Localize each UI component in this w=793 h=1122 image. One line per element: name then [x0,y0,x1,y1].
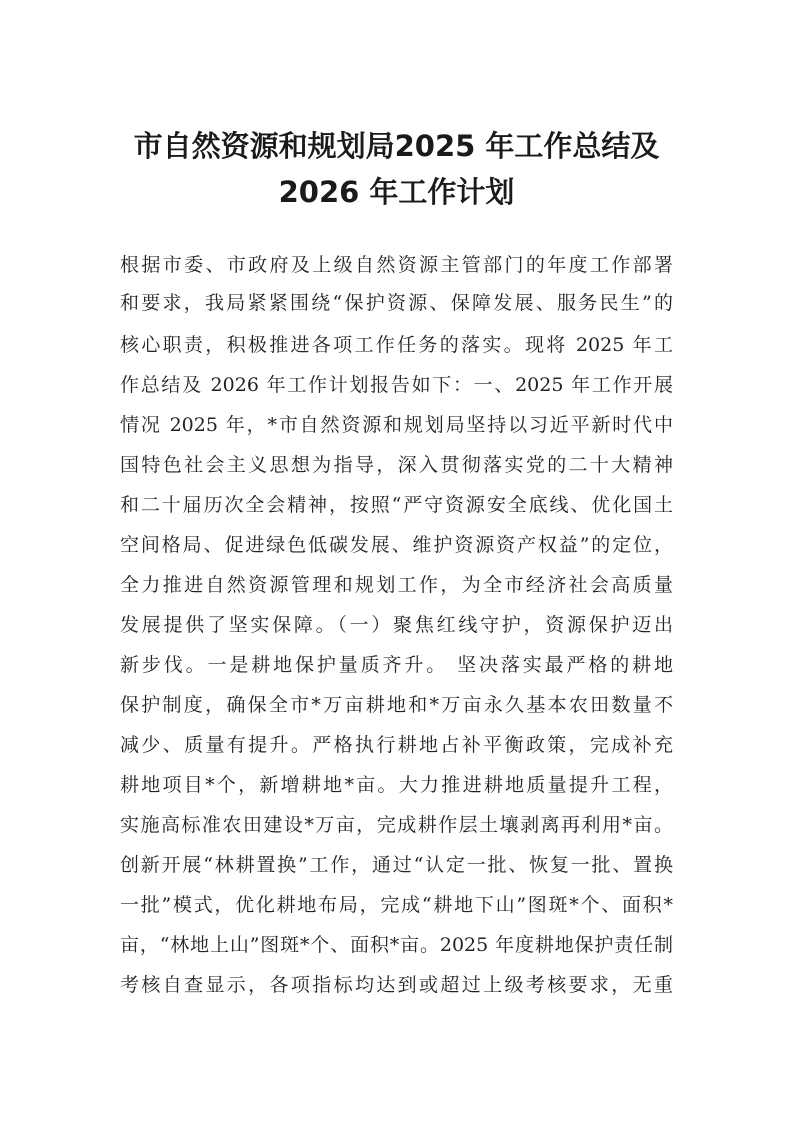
body-line-11: 新步伐。一是耕地保护量质齐升。 坚决落实最严格的耕地 [120,654,673,676]
body-line-12: 保护制度，确保全市*万亩耕地和*万亩永久基本农田数量不 [120,694,673,716]
body-line-8: 空间格局、促进绿色低碳发展、维护资源资产权益”的定位， [120,534,673,556]
body-line-10: 发展提供了坚实保障。（一）聚焦红线守护，资源保护迈出 [120,614,673,636]
body-line-13: 减少、质量有提升。严格执行耕地占补平衡政策，完成补充 [120,734,673,756]
body-line-14: 耕地项目*个，新增耕地*亩。大力推进耕地质量提升工程， [120,774,673,796]
body-line-4: 作总结及 2026 年工作计划报告如下：一、2025 年工作开展 [120,374,673,396]
body-line-7: 和二十届历次全会精神，按照“严守资源安全底线、优化国土 [120,494,673,516]
body-line-15: 实施高标准农田建设*万亩，完成耕作层土壤剥离再利用*亩。 [120,814,673,836]
body-line-5: 情况 2025 年，*市自然资源和规划局坚持以习近平新时代中 [120,414,673,436]
body-line-16: 创新开展“林耕置换”工作，通过“认定一批、恢复一批、置换 [120,854,673,876]
body-line-9: 全力推进自然资源管理和规划工作，为全市经济社会高质量 [120,574,673,596]
body-line-17: 一批”模式，优化耕地布局，完成“耕地下山”图斑*个、面积* [120,894,673,916]
document-title-line-2: 2026 年工作计划 [278,175,515,209]
body-line-2: 和要求，我局紧紧围绕“保护资源、保障发展、服务民生”的 [120,292,673,314]
body-line-6: 国特色社会主义思想为指导，深入贯彻落实党的二十大精神 [120,454,673,476]
body-line-18: 亩，“林地上山”图斑*个、面积*亩。2025 年度耕地保护责任制 [120,934,673,956]
body-line-1: 根据市委、市政府及上级自然资源主管部门的年度工作部署 [120,254,673,276]
document-title-line-1: 市自然资源和规划局2025 年工作总结及 [133,129,660,163]
body-line-19: 考核自查显示，各项指标均达到或超过上级考核要求，无重 [120,974,673,996]
body-line-3: 核心职责，积极推进各项工作任务的落实。现将 2025 年工 [120,334,673,356]
